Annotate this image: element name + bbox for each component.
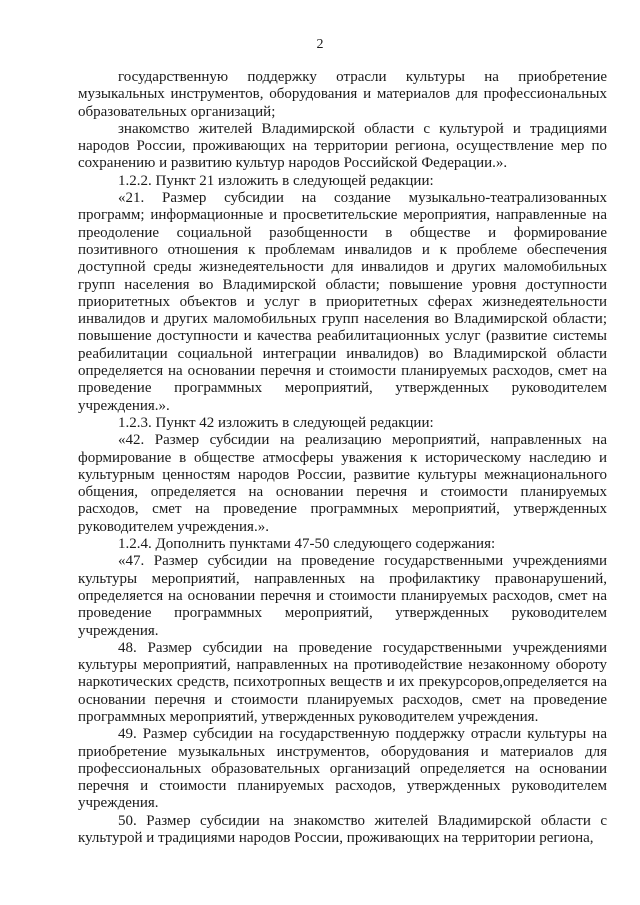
paragraph-1-2-2-heading: 1.2.2. Пункт 21 изложить в следующей редакции: bbox=[118, 172, 434, 189]
paragraph-clause-21: «21. Размер субсидии на создание музыкально-театрализованных программ; информационные и просветительские мероприятия, направленные на преодоление социальной разобщенности в обществе и формирование позитивного отношения к проблемам инвалидов и к проблеме обеспечения доступной среды жизнедеятельности для инвалидов и других маломобильных групп населения во Владимирской области; повышение уровня доступности приоритетных объектов и услуг в приоритетных сферах жизнедеятельности инвалидов и других маломобильных групп населения во Владимирской области; повышение доступности и качества реабилитационных услуг (развитие системы реабилитации социальной интеграции инвалидов) во Владимирской области определяется на основании перечня и стоимости планируемых расходов, смет на проведение программных мероприятий, утвержденных руководителем учреждения.». bbox=[78, 190, 607, 414]
paragraph-clause-50: 50. Размер субсидии на знакомство жителей Владимирской области с культурой и традициями народов России, проживающих на территории региона, bbox=[78, 812, 607, 847]
paragraph-support-instruments: государственную поддержку отрасли культуры на приобретение музыкальных инструментов, оборудования и материалов для профессиональных образовательных организаций; bbox=[78, 69, 607, 120]
paragraph-clause-48: 48. Размер субсидии на проведение государственными учреждениями культуры мероприятий, направленных на противодействие незаконному обороту наркотических средств, психотропных веществ и их прекурсоров,определяется на основании перечня и стоимости планируемых расходов, смет на проведение программных мероприятий, утвержденных руководителем учреждения. bbox=[78, 639, 607, 725]
paragraph-clause-47: «47. Размер субсидии на проведение государственными учреждениями культуры мероприятий, направленных на профилактику правонарушений, определяется на основании перечня и стоимости планируемых расходов, смет на проведение программных мероприятий, утвержденных руководителем учреждения. bbox=[78, 553, 607, 639]
paragraph-clause-49: 49. Размер субсидии на государственную поддержку отрасли культуры на приобретение музыкальных инструментов, оборудования и материалов для профессиональных образовательных организаций определяется на основании перечня и стоимости планируемых расходов, утвержденных руководителем учреждения. bbox=[78, 726, 607, 812]
paragraph-1-2-3-heading: 1.2.3. Пункт 42 изложить в следующей редакции: bbox=[118, 414, 434, 431]
page-number: 2 bbox=[316, 37, 324, 52]
paragraph-acquaintance-cultures: знакомство жителей Владимирской области с культурой и традициями народов России, проживающих на территории региона, осуществление мер по сохранению и развитию культур народов Российской Федерации.». bbox=[78, 120, 607, 172]
document-body bbox=[78, 69, 607, 847]
paragraph-clause-42: «42. Размер субсидии на реализацию мероприятий, направленных на формирование в обществе атмосферы уважения к историческому наследию и культурным ценностям народов России, развитие культуры межнационального общения, определяется на основании перечня и стоимости планируемых расходов, смет на проведение программных мероприятий, утвержденных руководителем учреждения.». bbox=[78, 432, 607, 535]
paragraph-1-2-4-heading: 1.2.4. Дополнить пунктами 47-50 следующего содержания: bbox=[118, 536, 496, 553]
